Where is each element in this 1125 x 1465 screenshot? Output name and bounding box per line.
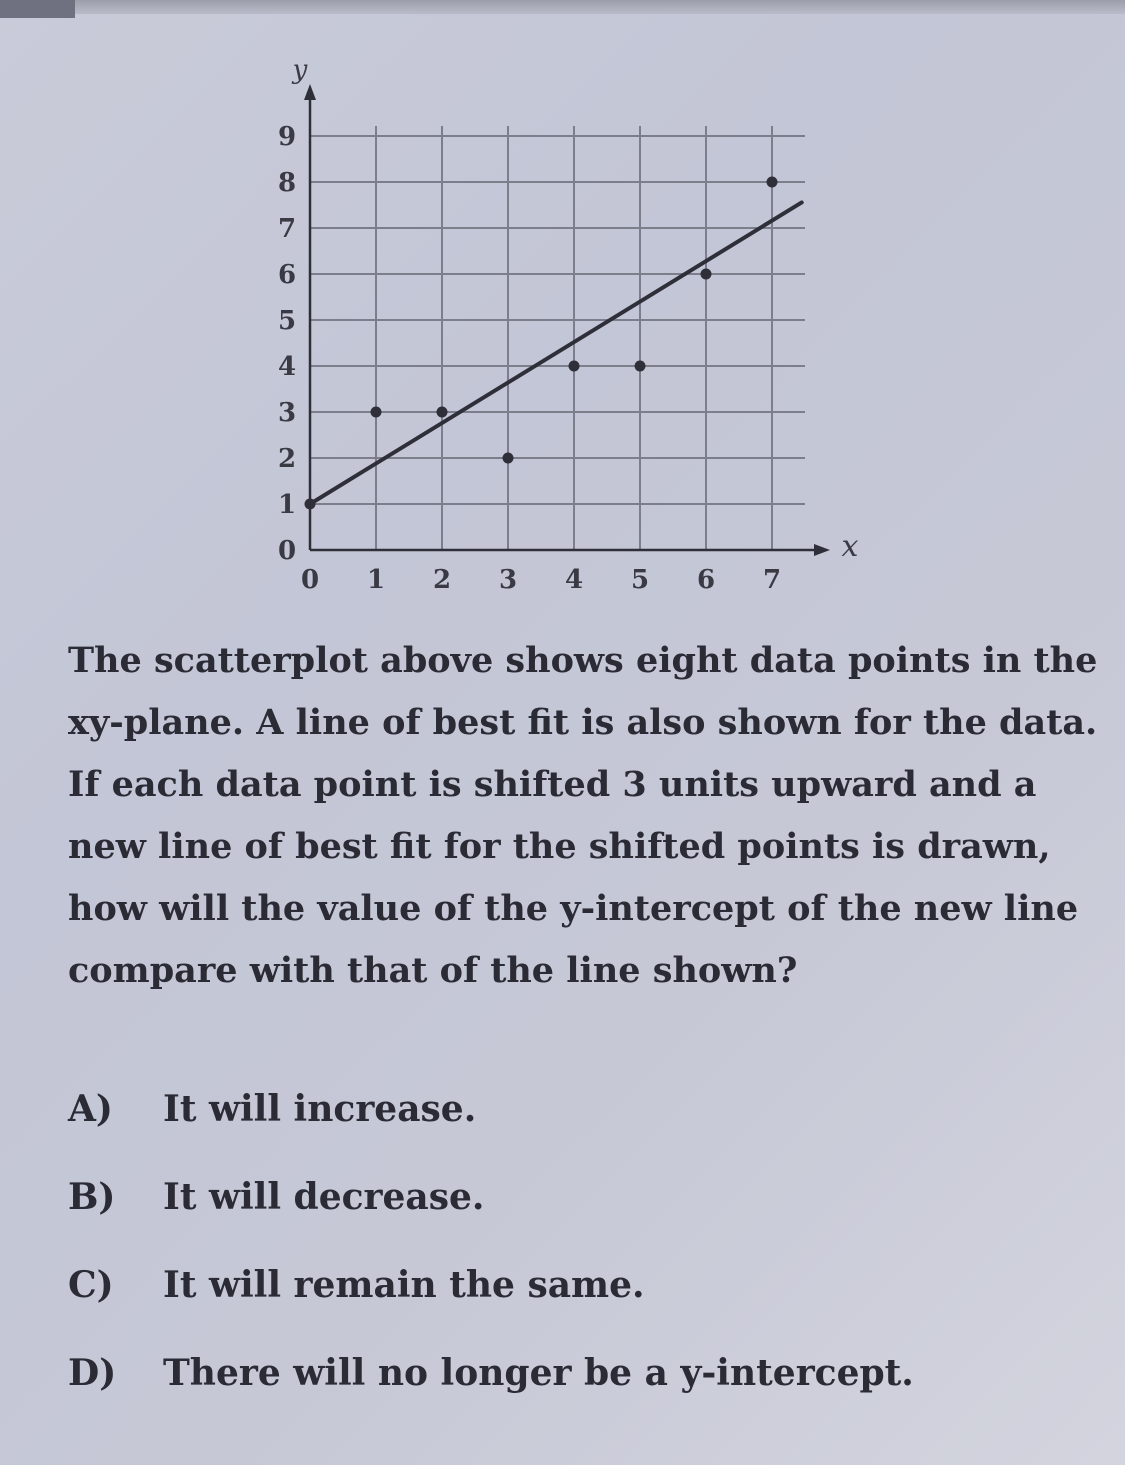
choice-letter: D) [68,1352,117,1394]
y-tick-label: 9 [277,122,297,152]
data-point [305,499,316,510]
x-tick-label: 5 [630,565,650,595]
y-tick-label: 1 [277,490,297,520]
y-tick-label: 5 [277,306,297,336]
choice-a[interactable] [68,1065,1108,1153]
x-tick-label: 0 [300,565,320,595]
y-tick-label: 3 [277,398,297,428]
choice-letter: C) [68,1264,114,1306]
scatterplot-chart [0,0,1125,620]
choice-letter: B) [68,1176,116,1218]
y-tick-label: 8 [277,168,297,198]
x-tick-label: 7 [762,565,782,595]
choice-b[interactable] [68,1153,1108,1241]
data-point [701,269,712,280]
choice-d[interactable] [68,1329,1108,1417]
y-tick-label: 6 [277,260,297,290]
data-point [767,177,778,188]
y-axis-arrow-icon [304,84,316,100]
answer-choices [68,1065,1108,1417]
choice-text: It will increase. [163,1088,477,1130]
x-tick-label: 2 [432,565,452,595]
x-axis-label: x [841,529,859,564]
question-text: The scatterplot above shows eight data points in the xy-plane. A line of best fit is also shown for the data. If each data point is shifted 3 units upward and a new line of best fit for the shifted points is drawn, how will the value of the y-intercept of the new line compare with that of the line shown? [68,640,1098,991]
choice-text: There will no longer be a y-intercept. [163,1352,914,1394]
grid [310,126,805,550]
y-tick-label: 2 [277,444,297,474]
data-point [437,407,448,418]
y-tick-label: 4 [277,352,297,382]
y-axis-label: y [292,55,308,85]
choice-text: It will decrease. [163,1176,485,1218]
choice-text: It will remain the same. [163,1264,645,1306]
data-point [371,407,382,418]
x-tick-label: 6 [696,565,716,595]
x-tick-label: 3 [498,565,518,595]
y-tick-label: 0 [277,536,297,566]
choice-letter: A) [68,1088,113,1130]
data-point [569,361,580,372]
data-point [503,453,514,464]
y-tick-label: 7 [277,214,297,244]
choice-c[interactable] [68,1241,1108,1329]
x-axis-arrow-icon [814,544,830,556]
data-point [635,361,646,372]
x-tick-label: 1 [366,565,386,595]
x-tick-label: 4 [564,565,584,595]
